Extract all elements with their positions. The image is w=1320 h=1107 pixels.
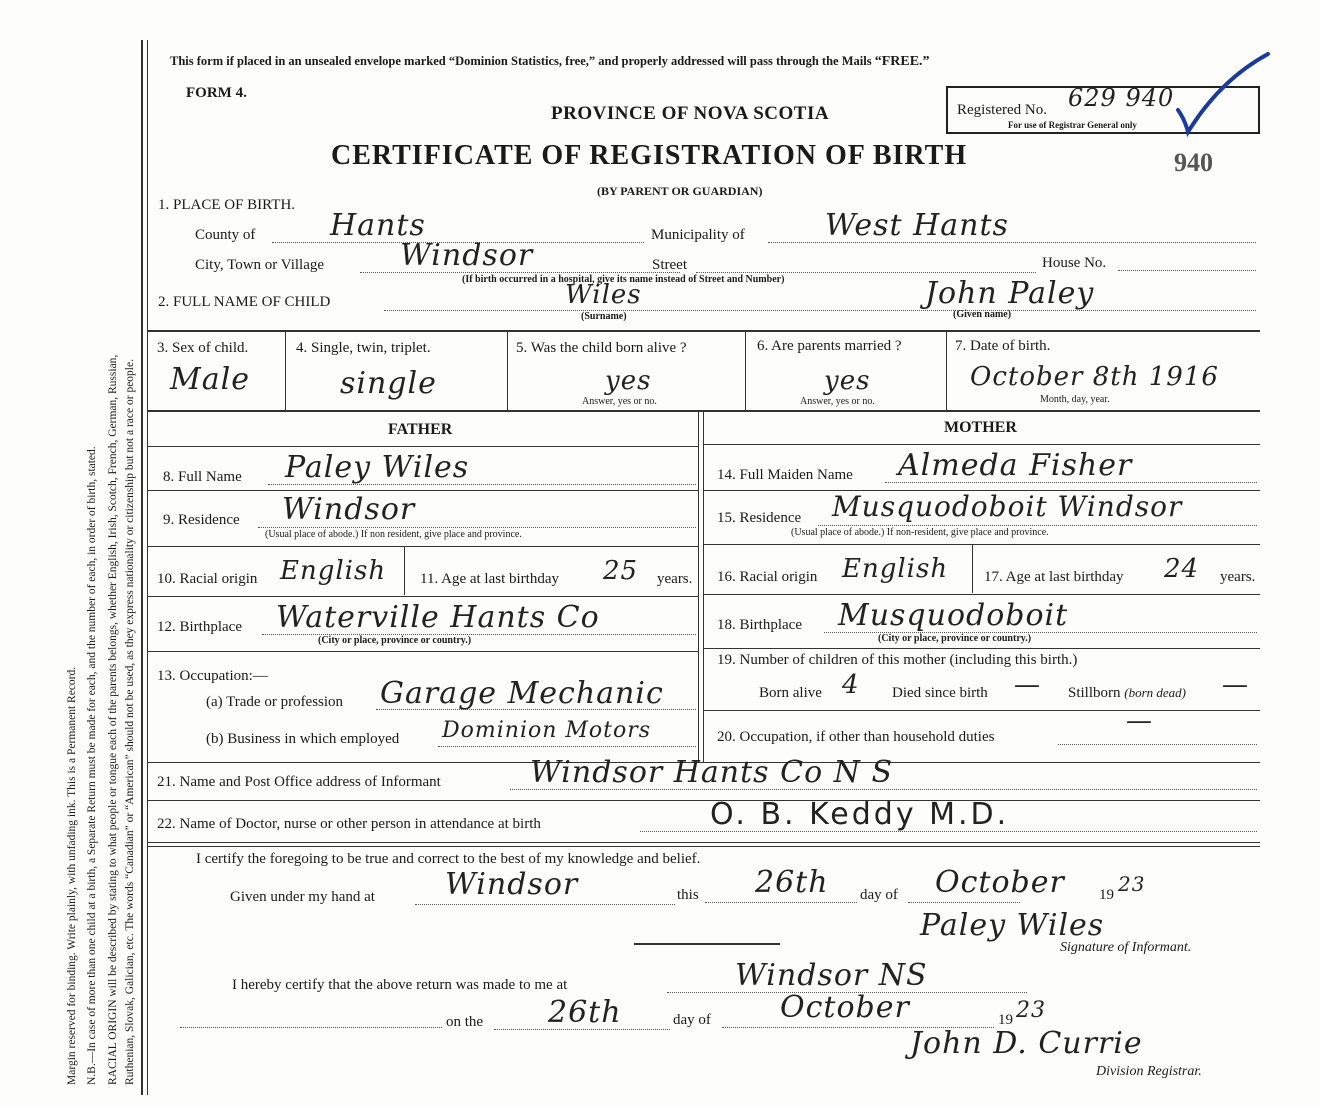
born-alive-note: Answer, yes or no. [582, 396, 657, 407]
given-place-line [415, 904, 675, 905]
father-business-value: Dominion Motors [442, 718, 652, 743]
county-label: County of [195, 227, 256, 243]
child-given-name: John Paley [925, 276, 1095, 311]
mother-row-rule-5 [704, 710, 1260, 711]
row3-top-rule [148, 330, 1260, 332]
given-name-note: (Given name) [953, 309, 1012, 320]
registered-number: 629 940 [1068, 84, 1175, 112]
left-border-inner [147, 40, 148, 1095]
registered-label: Registered No. [957, 102, 1047, 118]
row3-divider-3 [745, 332, 746, 410]
father-row-rule-4 [148, 651, 698, 652]
mother-name-value: Almeda Fisher [898, 448, 1133, 483]
dob-value: October 8th 1916 [970, 362, 1219, 392]
parents-married-answer: yes [824, 366, 871, 396]
father-residence-label: 9. Residence [163, 512, 240, 528]
county-value: Hants [330, 208, 426, 243]
province-heading: PROVINCE OF NOVA SCOTIA [551, 103, 830, 124]
hospital-note: (If birth occurred in a hospital, give its name instead of Street and Number) [462, 274, 785, 285]
mother-racial-label: 16. Racial origin [717, 569, 818, 585]
registrar-lead-line [180, 1027, 442, 1028]
father-residence-note: (Usual place of abode.) If non resident, give place and province. [265, 529, 522, 540]
registrar-month-value: October [780, 990, 910, 1025]
certify-year-prefix: 19 [1099, 887, 1114, 903]
born-alive-answer: yes [605, 366, 652, 396]
document-subtitle: (BY PARENT OR GUARDIAN) [597, 184, 763, 198]
father-name-label: 8. Full Name [163, 469, 242, 485]
father-business-label: (b) Business in which employed [206, 731, 400, 747]
father-age-value: 25 [603, 556, 639, 586]
registrar-place-value: Windsor NS [735, 958, 928, 993]
margin-note-1: Margin reserved for binding. Write plainly, with unfading ink. This is a Permanent Record. [66, 666, 78, 1085]
informant-signature: Paley Wiles [920, 908, 1105, 943]
mother-birthplace-value: Musquodoboit [838, 598, 1069, 633]
margin-note-3: RACIAL ORIGIN will be described by stating to what people or tongue each of the parents belongs, whether English, Irish, Scotch, French, German, Russian, [107, 354, 119, 1085]
mail-notice: This form if placed in an unsealed envelope marked “Dominion Statistics, free,” and properly addressed will pass through the Mails “FREE.” [170, 54, 930, 69]
father-trade-label: (a) Trade or profession [206, 694, 344, 710]
municipality-value: West Hants [825, 208, 1009, 243]
row3-divider-1 [285, 332, 286, 410]
city-label: City, Town or Village [195, 257, 325, 273]
mother-residence-line [818, 525, 1257, 526]
father-row-rule-3 [148, 596, 698, 597]
mother-residence-label: 15. Residence [717, 510, 802, 526]
street-label: Street [652, 257, 687, 273]
sex-label: 3. Sex of child. [157, 340, 249, 356]
house-label: House No. [1042, 255, 1107, 271]
mother-birthplace-label: 18. Birthplace [717, 617, 802, 633]
father-birthplace-note: (City or place, province or country.) [318, 635, 472, 646]
died-since-birth-label: Died since birth [892, 685, 988, 701]
father-business-line [438, 746, 696, 747]
child-name-label: 2. FULL NAME OF CHILD [158, 294, 331, 310]
died-since-birth-value: — [1014, 670, 1041, 700]
mother-racial-divider [972, 545, 973, 593]
mother-name-label: 14. Full Maiden Name [717, 467, 853, 483]
born-alive-question: 5. Was the child born alive ? [516, 340, 687, 356]
certify-day-line [705, 902, 857, 903]
row3-divider-4 [946, 332, 947, 410]
given-place-value: Windsor [445, 867, 579, 902]
mother-row-rule-4 [704, 648, 1260, 649]
father-age-years: years. [657, 571, 693, 587]
street-line [696, 272, 1036, 273]
mother-occupation-label: 20. Occupation, if other than household duties [717, 729, 995, 745]
parents-divider [698, 412, 699, 762]
father-row-rule-2 [148, 546, 698, 547]
left-border [141, 40, 143, 1095]
certification-top-rule-2 [148, 846, 1260, 847]
margin-note-4: Ruthenian, Slovak, Galician, etc. The words “Canadian” or “American” should not be used, as they express nationality or citizenship but not a race or people. [124, 359, 136, 1085]
mother-age-value: 24 [1164, 554, 1200, 584]
certify-statement: I certify the foregoing to be true and correct to the best of my knowledge and belief. [196, 851, 701, 867]
mother-residence-value: Musquodoboit Windsor [832, 490, 1183, 523]
mother-residence-note: (Usual place of abode.) If non-resident, give place and province. [791, 527, 1049, 538]
registered-note: For use of Registrar General only [1008, 120, 1137, 130]
stamp-number: 940 [1174, 148, 1213, 177]
registrar-year-prefix: 19 [998, 1012, 1013, 1028]
place-of-birth-heading: 1. PLACE OF BIRTH. [158, 197, 296, 213]
form-number: FORM 4. [186, 85, 247, 101]
dob-note: Month, day, year. [1040, 394, 1110, 405]
father-name-value: Paley Wiles [285, 450, 470, 485]
registrar-day-of-label: day of [673, 1012, 711, 1028]
father-heading: FATHER [388, 421, 453, 438]
father-occupation-label: 13. Occupation:— [157, 668, 268, 684]
mother-heading: MOTHER [944, 419, 1017, 436]
given-under-label: Given under my hand at [230, 889, 375, 905]
informant-label: 21. Name and Post Office address of Informant [157, 774, 441, 790]
margin-note-2: N.B.—In case of more than one child at a birth, a Separate Return must be made for each, and the number of each, in order of birth, stated. [86, 446, 98, 1085]
house-line [1118, 270, 1256, 271]
informant-signature-label: Signature of Informant. [1060, 940, 1192, 955]
sex-value: Male [170, 362, 250, 397]
certification-top-rule [148, 842, 1260, 843]
row3-bottom-rule [148, 410, 1260, 412]
father-racial-label: 10. Racial origin [157, 571, 258, 587]
dob-label: 7. Date of birth. [955, 338, 1051, 354]
city-value: Windsor [400, 238, 534, 273]
doctor-top-rule [148, 800, 1260, 801]
informant-value: Windsor Hants Co N S [530, 755, 894, 790]
father-birthplace-value: Waterville Hants Co [276, 600, 600, 635]
stillborn-label: Stillborn (born dead) [1068, 685, 1187, 701]
father-row-rule-1 [148, 490, 698, 491]
mother-occupation-line [1058, 744, 1257, 745]
father-birthplace-label: 12. Birthplace [157, 619, 242, 635]
mother-birthplace-note: (City or place, province or country.) [878, 633, 1032, 644]
registrar-on-the-label: on the [446, 1014, 484, 1030]
children-count-label: 19. Number of children of this mother (including this birth.) [717, 652, 1078, 668]
surname-note: (Surname) [581, 311, 627, 322]
mother-age-label: 17. Age at last birthday [984, 569, 1124, 585]
signature-blank-line [634, 943, 780, 945]
municipality-label: Municipality of [651, 227, 745, 243]
child-name-line [384, 310, 1256, 311]
father-residence-line [258, 527, 696, 528]
parents-married-question: 6. Are parents married ? [757, 338, 902, 354]
certify-month-line [908, 902, 1020, 903]
certify-month-value: October [935, 865, 1065, 900]
father-age-label: 11. Age at last birthday [420, 571, 559, 587]
checkmark-icon [1160, 50, 1280, 140]
father-racial-divider [404, 547, 405, 595]
child-surname: Wiles [565, 280, 642, 310]
registrar-day-value: 26th [548, 995, 622, 1030]
certify-day-of-label: day of [860, 887, 898, 903]
row3-divider-2 [507, 332, 508, 410]
plurality-label: 4. Single, twin, triplet. [296, 340, 431, 356]
plurality-value: single [340, 366, 437, 401]
registrar-statement: I hereby certify that the above return was made to me at [232, 977, 568, 993]
parents-married-note: Answer, yes or no. [800, 396, 875, 407]
father-residence-value: Windsor [282, 492, 416, 527]
father-trade-value: Garage Mechanic [380, 676, 664, 711]
doctor-value: O. B. Keddy M.D. [710, 797, 1010, 832]
registrar-signature: John D. Currie [910, 1026, 1143, 1061]
father-racial-value: English [280, 556, 387, 586]
mother-occupation-value: — [1126, 706, 1153, 736]
born-alive-count-value: 4 [842, 670, 860, 700]
registrar-year-value: 23 [1016, 998, 1046, 1023]
born-alive-count-label: Born alive [759, 685, 822, 701]
mother-row-rule-3 [704, 594, 1260, 595]
certify-this-label: this [677, 887, 699, 903]
document-title: CERTIFICATE OF REGISTRATION OF BIRTH [331, 140, 968, 171]
mother-racial-value: English [842, 554, 949, 584]
registrar-title: Division Registrar. [1096, 1064, 1202, 1079]
doctor-label: 22. Name of Doctor, nurse or other person in attendance at birth [157, 816, 541, 832]
certify-day-value: 26th [755, 865, 829, 900]
certify-year-value: 23 [1118, 872, 1146, 896]
mother-row-rule-2 [704, 544, 1260, 545]
parents-heading-rule-left [148, 446, 698, 447]
stillborn-value: — [1222, 670, 1249, 700]
parents-heading-rule-right [704, 444, 1260, 445]
mother-age-years: years. [1220, 569, 1256, 585]
